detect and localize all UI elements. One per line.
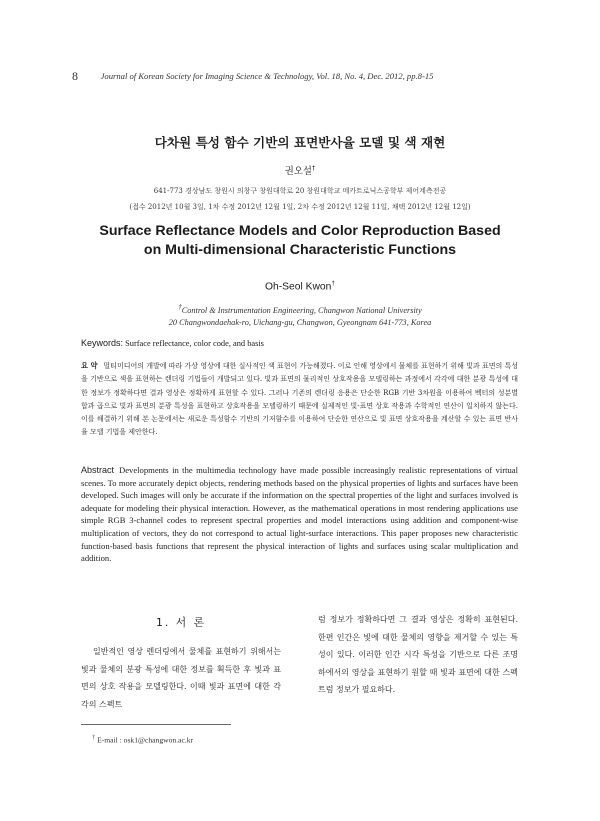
title-english [0, 222, 600, 260]
title-english-line-2: on Multi-dimensional Characteristic Functions [143, 242, 457, 258]
received-dates: (접수 2012년 10월 3일, 1차 수정 2012년 12월 1일, 2차 수정 2012년 12월 11일, 채택 2012년 12월 12일) [129, 203, 471, 211]
author-mark-en: † [331, 280, 336, 287]
keywords-label: Keywords: [81, 338, 124, 348]
section-heading-introduction: 1. 서 론 [155, 616, 207, 629]
affiliation-mark: † [178, 304, 182, 311]
author-english-name: Oh-Seol Kwon [264, 281, 332, 293]
abstract-korean-label: 요 약 [81, 361, 98, 370]
keywords-text: Surface reflectance, color code, and basis [125, 339, 264, 348]
author-korean [0, 163, 600, 177]
footnote-divider [81, 724, 231, 725]
running-header [72, 69, 542, 84]
footnote-email: E-mail : osk1@changwon.ac.kr [97, 735, 194, 745]
affiliation-english [0, 302, 600, 329]
journal-citation: Journal of Korean Society for Imaging Science & Technology, Vol. 18, No. 4, Dec. 2012, pp.8-15 [100, 71, 434, 81]
abstract-english-text: Developments in the multimedia technology have made possible increasingly realistic representations of virtual scenes. To more accurately depict objects, rendering methods based on the physical properties of lights and surfaces have been developed. Such images will only be accurate if the information on the spectral properties of the light and surfaces involved is adequate for modeling their physical interaction. However, as the mathematical operations in most rendering applications use simple RGB 3-channel codes to represent spectral properties and model interactions using addition and component-wise multiplication of vectors, they do not correspond to actual light-surface interactions. This paper proposes new characteristic function-based basis functions that represent the physical interaction of lights and surfaces using scalar multiplication and addition. [81, 465, 518, 564]
affiliation-korean: 641-773 경상남도 창원시 의창구 창원대학로 20 창원대학교 메카트로닉스공학부 제어계측전공 [153, 187, 447, 195]
body-text-left-column: 일반적인 영상 렌더링에서 물체를 표현하기 위해서는 빛과 물체의 분광 특성에 대한 정보를 획득한 후 빛과 표면의 상호 작용을 모델링한다. 이때 빛과 표면에 대한 각각의 스펙트 [81, 647, 281, 709]
body-text-right-column: 럼 정보가 정확하다면 그 결과 영상은 정확히 표현된다. 한편 인간은 빛에 대한 물체의 영향을 제거할 수 있는 특성이 있다. 이러한 인간 시각 특성을 기반으로 다른 조명하에서의 영상을 표현하기 원할 때 빛과 표면에 대한 스펙트럼 정보가 필요하다. [318, 615, 518, 695]
footnote-mark: † [92, 734, 96, 741]
abstract-korean [81, 359, 518, 440]
footnote [92, 734, 193, 745]
keywords [81, 338, 264, 348]
author-korean-name: 권오설 [284, 166, 312, 177]
abstract-korean-text: 멀티미디어의 개발에 따라 가상 영상에 대한 실사적인 색 표현이 가능해졌다. 이로 인해 영상에서 물체를 표현하기 위해 빛과 표면의 특성을 기반으로 색을 표현하는 렌더링 기법들이 개발되고 있다. 빛과 표면의 물리적인 상호작용을 모델링하는 과정에서 각각에 대한 분광 특성에 대한 정보가 정확하다면 결과 영상은 정확하게 표현할 수 있다. 그러나 기존의 렌더링 응용은 단순한 RGB 기반 3차원을 이용하여 벡터의 성분별 합과 곱으로 빛과 표면의 분광 특성을 표현하고 상호작용을 모델링하기 때문에 실제적인 빛-표면 상호 작용과 수학적인 연산이 일치하지 않는다. 이를 해결하기 위해 본 논문에서는 새로운 특성함수 기반의 기저함수를 이용하여 단순한 연산으로 빛 표면 상호작용을 계산할 수 있는 표면 반사율 모델 기법을 제안한다. [81, 362, 519, 437]
page-number: 8 [72, 69, 78, 83]
affiliation-english-line-1: Control & Instrumentation Engineering, Changwon National University [181, 305, 422, 315]
abstract-english-label: Abstract [81, 465, 115, 475]
author-english [0, 280, 600, 292]
author-mark: † [311, 163, 316, 172]
abstract-english [81, 464, 518, 565]
title-english-line-1: Surface Reflectance Models and Color Reproduction Based [99, 223, 501, 239]
affiliation-english-line-2: 20 Changwondaehak-ro, Uichang-gu, Changwon, Gyeongnam 641-773, Korea [168, 317, 432, 327]
title-korean: 다차원 특성 함수 기반의 표면반사율 모델 및 색 재현 [154, 135, 446, 150]
